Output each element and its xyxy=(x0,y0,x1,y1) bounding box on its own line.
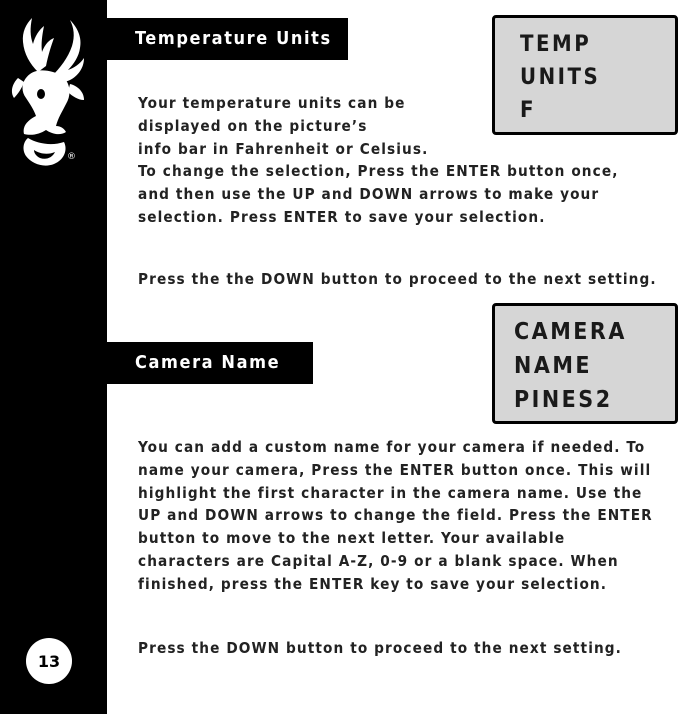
body-line: displayed on the picture’s xyxy=(138,116,368,135)
display-line: NAME xyxy=(514,353,593,379)
body-line: selection. Press ENTER to save your selection. xyxy=(138,207,546,226)
page-number: 13 xyxy=(26,638,72,684)
camera-name-next-setting: Press the DOWN button to proceed to the next setting. xyxy=(138,639,622,657)
temperature-units-heading: Temperature Units xyxy=(107,18,348,60)
body-line: To change the selection, Press the ENTER button once, xyxy=(138,162,619,181)
body-line: finished, press the ENTER key to save your selection. xyxy=(138,574,608,593)
body-line: button to move to the next letter. Your available xyxy=(138,529,566,548)
body-line: info bar in Fahrenheit or Celsius. xyxy=(138,139,429,158)
temperature-units-next-setting: Press the the DOWN button to proceed to the next setting. xyxy=(138,270,657,288)
display-line: PINES2 xyxy=(514,387,613,413)
body-line: Your temperature units can be xyxy=(138,94,406,112)
body-line: name your camera, Press the ENTER button once. This will xyxy=(138,460,652,479)
display-line: UNITS xyxy=(520,65,601,90)
display-line: CAMERA xyxy=(514,319,627,345)
sidebar xyxy=(0,0,107,714)
body-line: characters are Capital A-Z, 0-9 or a blank space. When xyxy=(138,551,619,570)
body-line: highlight the first character in the camera name. Use the xyxy=(138,483,643,502)
camera-name-body xyxy=(138,436,653,596)
body-line: UP and DOWN arrows to change the field. Press the ENTER xyxy=(138,506,653,525)
body-line: and then use the UP and DOWN arrows to make your xyxy=(138,185,600,204)
display-line: F xyxy=(520,98,537,123)
camera-name-heading: Camera Name xyxy=(107,342,313,384)
buckmark-logo xyxy=(8,14,92,174)
display-line: TEMP xyxy=(520,32,592,57)
registered-mark: ® xyxy=(67,152,76,162)
camera-name-display xyxy=(492,303,678,424)
temperature-units-body xyxy=(138,92,619,229)
body-line: You can add a custom name for your camera if needed. To xyxy=(138,438,646,456)
